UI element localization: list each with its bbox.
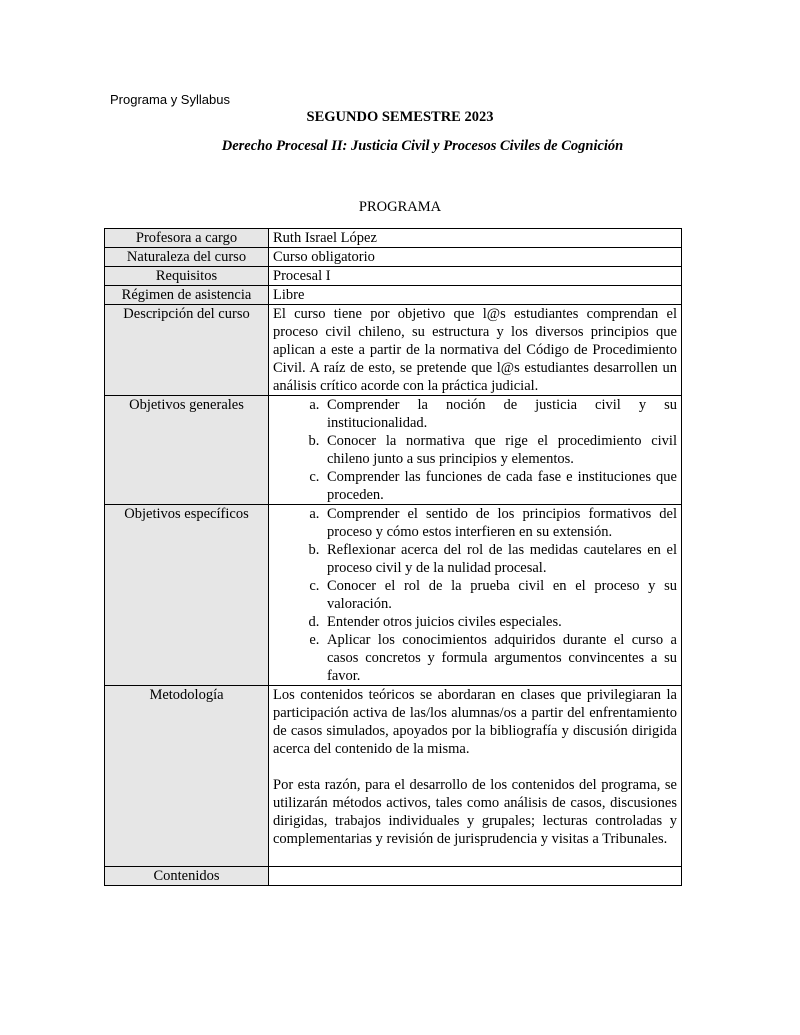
row-value-objetivos-generales	[269, 396, 682, 505]
list-item: d. Entender otros juicios civiles especiales.	[323, 613, 677, 631]
table-row	[105, 229, 682, 248]
course-title: Derecho Procesal II: Justicia Civil y Procesos Civiles de Cognición	[221, 138, 624, 154]
objetivos-generales-list	[273, 396, 677, 504]
row-label-objetivos-generales: Objetivos generales	[105, 396, 269, 505]
table-row	[105, 286, 682, 305]
list-item: b. Reflexionar acerca del rol de las medidas cautelares en el proceso civil y de la nulidad procesal.	[323, 541, 677, 577]
row-label-metodologia: Metodología	[105, 686, 269, 867]
row-label-naturaleza: Naturaleza del curso	[105, 248, 269, 267]
row-value-descripcion: El curso tiene por objetivo que l@s estudiantes comprendan el proceso civil chileno, su estructura y los diversos principios que aplican a este a partir de la normativa del Código de Procedimiento Civil. A raíz de esto, se pretende que l@s estudiantes desarrollen un análisis crítico acorde con la práctica judicial.	[269, 305, 682, 396]
list-item: c. Comprender las funciones de cada fase e instituciones que proceden.	[323, 468, 677, 504]
list-item: b. Conocer la normativa que rige el procedimiento civil chileno junto a sus principios y elementos.	[323, 432, 677, 468]
section-heading: PROGRAMA	[358, 199, 442, 215]
table-row	[105, 267, 682, 286]
document-header-label: Programa y Syllabus	[110, 92, 230, 107]
table-row	[105, 248, 682, 267]
row-label-descripcion: Descripción del curso	[105, 305, 269, 396]
table-row	[105, 305, 682, 396]
list-item: a. Comprender el sentido de los principios formativos del proceso y cómo estos interfieren en su extensión.	[323, 505, 677, 541]
row-value-contenidos	[269, 867, 682, 886]
row-label-regimen: Régimen de asistencia	[105, 286, 269, 305]
semester-title: SEGUNDO SEMESTRE 2023	[306, 109, 494, 125]
blank-line	[273, 848, 677, 866]
row-value-profesora: Ruth Israel López	[269, 229, 682, 248]
table-row	[105, 396, 682, 505]
row-label-requisitos: Requisitos	[105, 267, 269, 286]
row-value-objetivos-especificos	[269, 505, 682, 686]
table-row	[105, 686, 682, 867]
metodologia-paragraph: Los contenidos teóricos se abordaran en clases que privilegiaran la participación activa de las/los alumnas/os a partir del enfrentamiento de casos simulados, apoyados por la bibliografía y discusión dirigida acerca del contenido de la misma.	[273, 687, 677, 757]
list-item: e. Aplicar los conocimientos adquiridos durante el curso a casos concretos y formula argumentos convincentes a su favor.	[323, 631, 677, 685]
row-label-profesora: Profesora a cargo	[105, 229, 269, 248]
row-label-contenidos: Contenidos	[105, 867, 269, 886]
table-row	[105, 505, 682, 686]
objetivos-especificos-list	[273, 505, 677, 685]
metodologia-paragraph: Por esta razón, para el desarrollo de los contenidos del programa, se utilizarán métodos activos, tales como análisis de casos, discusiones dirigidas, trabajos individuales y grupales; lecturas controladas y complementarias y revisión de jurisprudencia y visitas a Tribunales.	[273, 777, 677, 847]
list-item: c. Conocer el rol de la prueba civil en el proceso y su valoración.	[323, 577, 677, 613]
row-label-objetivos-especificos: Objetivos específicos	[105, 505, 269, 686]
row-value-requisitos: Procesal I	[269, 267, 682, 286]
row-value-metodologia	[269, 686, 682, 867]
row-value-regimen: Libre	[269, 286, 682, 305]
list-item: a. Comprender la noción de justicia civil y su institucionalidad.	[323, 396, 677, 432]
row-value-naturaleza: Curso obligatorio	[269, 248, 682, 267]
syllabus-table	[104, 228, 682, 886]
table-row	[105, 867, 682, 886]
